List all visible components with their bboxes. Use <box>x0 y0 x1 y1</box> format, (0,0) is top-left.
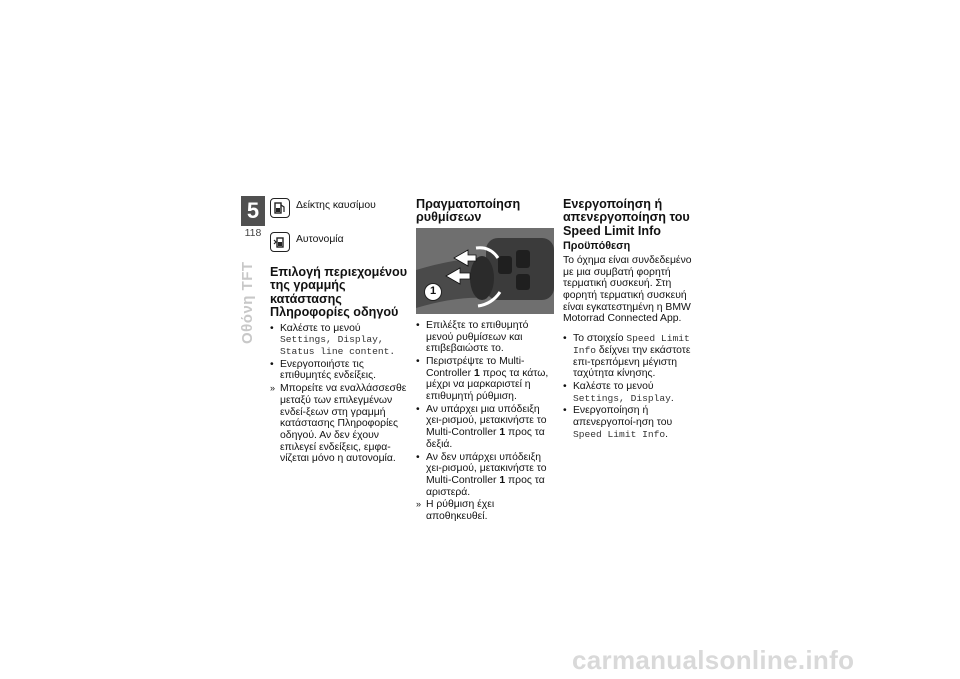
result-item: » Μπορείτε να εναλλάσσεσθε μεταξύ των επιλεγμένων ενδεί-ξεων στη γραμμή κατάστασης Πληροφορίες οδηγού. Αν δεν έχουν επιλεγεί ενδείξεις, εμφα-νίζεται μόνο η αυτονομία. <box>270 383 408 465</box>
status-line-heading: Επιλογή περιεχομένου της γραμμής κατάστασης Πληροφορίες οδηγού <box>270 265 408 320</box>
fuel-gauge-label: Δείκτης καυσίμου <box>296 200 376 211</box>
list-item-text: προς τα αριστερά. <box>426 474 545 498</box>
handlebar-illustration <box>416 228 554 314</box>
list-item-text: . <box>665 428 669 440</box>
list-item-text: . <box>670 392 674 404</box>
list-item-text: Αν δεν υπάρχει υπόδειξη χει-ρισμού, μετακινήστε το Multi-Controller <box>426 451 547 486</box>
list-item-text: Περιστρέψτε το Multi-Controller <box>426 355 525 379</box>
range-row <box>270 232 408 252</box>
menu-path: Speed Limit Info <box>573 333 690 356</box>
fuel-gauge-icon <box>270 198 290 218</box>
watermark: carmanualsonline.info <box>572 645 855 675</box>
speed-limit-list <box>563 333 703 440</box>
list-item: • Ενεργοποιήστε τις επιθυμητές ενδείξεις. <box>270 359 408 382</box>
callout-1: 1 <box>424 283 442 301</box>
settings-heading: Πραγματοποίηση ρυθμίσεων <box>416 197 521 225</box>
list-item <box>416 356 556 403</box>
page-number: 118 <box>244 227 262 239</box>
fuel-gauge-row <box>270 198 408 218</box>
range-fuel-icon <box>270 232 290 252</box>
list-item-text: προς τα δεξιά. <box>426 427 545 450</box>
list-item-text: δείχνει την εκάστοτε επι-τρεπόμενη μέγιστη ταχύτητα κίνησης. <box>573 344 691 380</box>
menu-path: Settings, Display, Status line content. <box>280 334 396 358</box>
column-2 <box>416 198 556 524</box>
menu-path: Speed Limit Info <box>573 428 666 440</box>
list-item-text: Καλέστε το μενού <box>280 322 361 334</box>
column-1 <box>270 198 408 466</box>
chapter-number: 5 <box>241 196 265 226</box>
list-item <box>416 452 556 499</box>
list-item-text: Το στοιχείο <box>573 333 627 345</box>
list-item-text: Ενεργοποίηση ή απενεργοποί-ηση του <box>573 405 673 429</box>
controller-ref: 1 <box>473 367 480 379</box>
side-section-title: Οθόνη TFT <box>239 261 256 344</box>
range-label: Αυτονομία <box>296 234 344 245</box>
list-item-text: προς τα κάτω, μέχρι να μαρκαριστεί η επιθυμητή ρύθμιση. <box>426 367 549 403</box>
list-item-text: Αν υπάρχει μια υπόδειξη χει-ρισμού, μετακινήστε το Multi-Controller <box>426 403 547 439</box>
list-item-text: Καλέστε το μενού <box>573 380 654 392</box>
controller-ref: 1 <box>499 474 506 486</box>
column-3 <box>563 198 703 441</box>
multi-controller-figure <box>416 228 554 314</box>
list-item: • Επιλέξτε το επιθυμητό μενού ρυθμίσεων και επιβεβαιώστε το. <box>416 320 556 355</box>
list-item <box>563 381 703 404</box>
menu-path: Settings, Display <box>573 392 671 404</box>
prerequisite-text: Το όχημα είναι συνδεδεμένο με μια συμβατή φορητή τερματική συσκευή. Στη φορητή τερματική συσκευή είναι εγκατεστημένη η BMW Motorrad Connected App. <box>563 254 692 325</box>
list-item <box>416 404 556 451</box>
list-item <box>563 333 703 380</box>
status-line-list <box>270 323 408 465</box>
speed-limit-heading: Ενεργοποίηση ή απενεργοποίηση του Speed Limit Info <box>563 197 690 238</box>
list-item <box>270 323 408 358</box>
settings-list <box>416 320 556 523</box>
list-item <box>563 405 703 440</box>
result-item: » Η ρύθμιση έχει αποθηκευθεί. <box>416 499 556 522</box>
controller-ref: 1 <box>499 427 506 439</box>
prerequisite-heading: Προϋπόθεση <box>563 240 631 253</box>
